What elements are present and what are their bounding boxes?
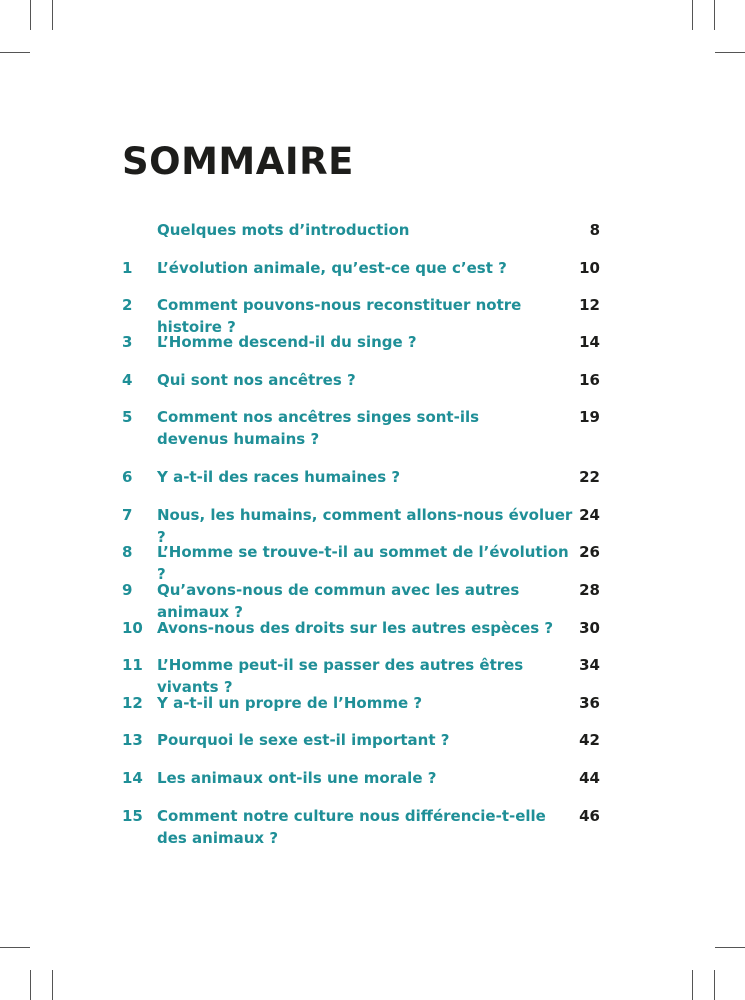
toc-entry-page: 14 [579, 333, 600, 351]
toc-entry-number: 9 [122, 581, 133, 599]
toc-entry-number: 8 [122, 543, 133, 561]
toc-entry-number: 7 [122, 506, 133, 524]
toc-entry-number: 15 [122, 807, 143, 825]
toc-entry-page: 24 [579, 506, 600, 524]
toc-entry-title: Qu’avons-nous de commun avec les autres animaux ? [157, 581, 520, 621]
page-title: SOMMAIRE [122, 140, 354, 183]
toc-entry-number: 11 [122, 656, 143, 674]
toc-entry-number: 10 [122, 619, 143, 637]
toc-entry-title: Y a-t-il des races humaines ? [157, 468, 401, 486]
toc-entry-title: L’Homme descend-il du singe ? [157, 333, 417, 351]
toc-entry-page: 19 [579, 408, 600, 426]
toc-entry-title: Qui sont nos ancêtres ? [157, 371, 356, 389]
toc-entry-page: 16 [579, 371, 600, 389]
toc-entry-title: Y a-t-il un propre de l’Homme ? [157, 694, 423, 712]
toc-entry-page: 36 [579, 694, 600, 712]
toc-entry-number: 4 [122, 371, 133, 389]
toc-entry-page: 10 [579, 259, 600, 277]
toc-entry-number: 3 [122, 333, 133, 351]
toc-entry-page: 28 [579, 581, 600, 599]
toc-entry-title: Les animaux ont-ils une morale ? [157, 769, 437, 787]
toc-entry-title: L’Homme peut-il se passer des autres êtres vivants ? [157, 656, 524, 696]
toc-entry-number: 2 [122, 296, 133, 314]
toc-entry-title: Comment nos ancêtres singes sont-ils devenus humains ? [157, 408, 480, 448]
toc-entry-page: 8 [589, 221, 600, 239]
toc-entry-title: Pourquoi le sexe est-il important ? [157, 731, 450, 749]
toc-entry-number: 6 [122, 468, 133, 486]
toc-entry-page: 34 [579, 656, 600, 674]
toc-entry-page: 46 [579, 807, 600, 825]
toc-entry-title: L’évolution animale, qu’est-ce que c’est ? [157, 259, 507, 277]
toc-entry-page: 42 [579, 731, 600, 749]
toc-entry-title: Nous, les humains, comment allons-nous évoluer ? [157, 506, 573, 546]
toc-entry-title: L’Homme se trouve-t-il au sommet de l’évolution ? [157, 543, 569, 583]
toc-entry-page: 30 [579, 619, 600, 637]
toc-entry-page: 44 [579, 769, 600, 787]
toc-entry-title: Comment pouvons-nous reconstituer notre histoire ? [157, 296, 522, 336]
toc-entry-title: Quelques mots d’introduction [157, 221, 410, 239]
toc-entry-page: 22 [579, 468, 600, 486]
toc-entry-title: Comment notre culture nous différencie-t-elle des animaux ? [157, 807, 546, 847]
toc-entry-number: 1 [122, 259, 133, 277]
toc-entry-page: 26 [579, 543, 600, 561]
toc-entry-number: 14 [122, 769, 143, 787]
toc-entry-title: Avons-nous des droits sur les autres espèces ? [157, 619, 554, 637]
toc-entry-number: 5 [122, 408, 133, 426]
toc-entry-page: 12 [579, 296, 600, 314]
toc-entry-number: 13 [122, 731, 143, 749]
toc-entry-number: 12 [122, 694, 143, 712]
